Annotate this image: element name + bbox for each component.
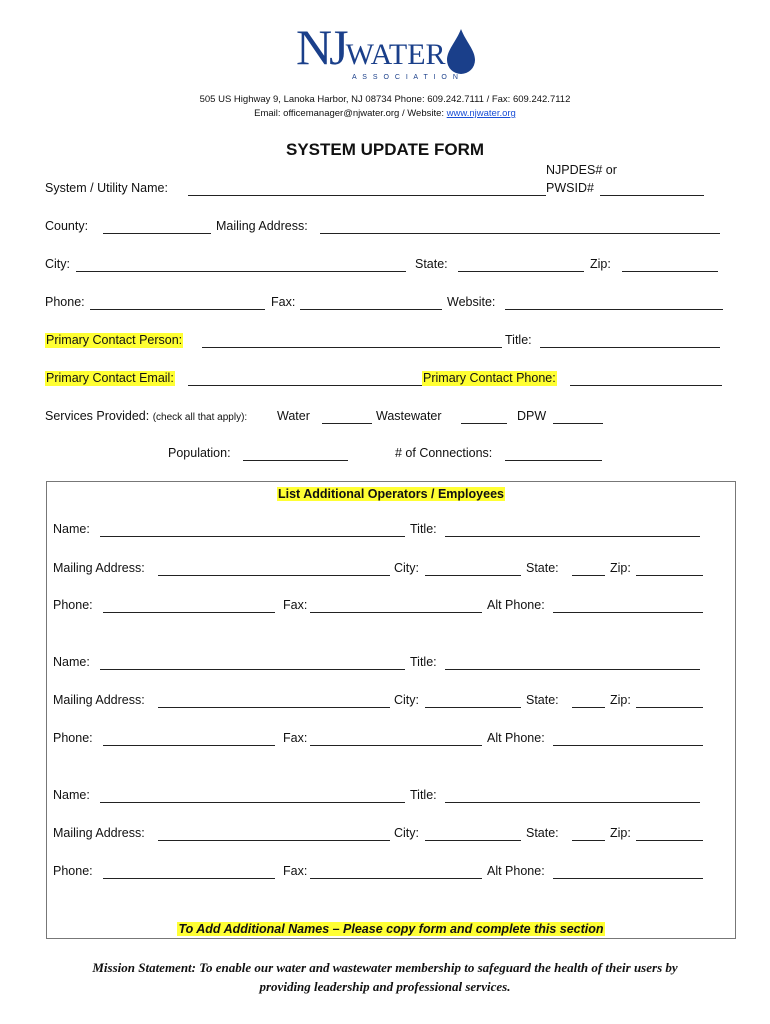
- op2-fax-label: Fax:: [283, 731, 308, 745]
- connections-label: # of Connections:: [395, 446, 493, 460]
- operators-heading: List Additional Operators / Employees: [278, 487, 504, 501]
- state-label: State:: [415, 257, 448, 271]
- system-name-label: System / Utility Name:: [45, 181, 168, 195]
- op2-name-label: Name:: [53, 655, 90, 669]
- op1-city-field[interactable]: [425, 575, 521, 576]
- state-field[interactable]: [458, 271, 584, 272]
- primary-email-field[interactable]: [188, 385, 422, 386]
- op1-title-field[interactable]: [445, 536, 700, 537]
- op3-city-label: City:: [394, 826, 419, 840]
- op2-zip-field[interactable]: [636, 707, 703, 708]
- op1-mailing-label: Mailing Address:: [53, 561, 145, 575]
- op2-city-field[interactable]: [425, 707, 521, 708]
- logo-nj: NJ: [296, 19, 346, 75]
- op3-state-label: State:: [526, 826, 559, 840]
- connections-field[interactable]: [505, 460, 602, 461]
- contact-title-label: Title:: [505, 333, 532, 347]
- op2-fax-field[interactable]: [310, 745, 482, 746]
- op2-zip-label: Zip:: [610, 693, 631, 707]
- op2-mailing-label: Mailing Address:: [53, 693, 145, 707]
- op3-name-field[interactable]: [100, 802, 405, 803]
- op2-phone-label: Phone:: [53, 731, 93, 745]
- op2-name-field[interactable]: [100, 669, 405, 670]
- op1-alt-phone-label: Alt Phone:: [487, 598, 545, 612]
- op2-mailing-field[interactable]: [158, 707, 390, 708]
- operators-footer-note: To Add Additional Names – Please copy form and complete this section: [178, 922, 604, 936]
- mailing-address-field[interactable]: [320, 233, 720, 234]
- zip-label: Zip:: [590, 257, 611, 271]
- op3-title-field[interactable]: [445, 802, 700, 803]
- op3-phone-field[interactable]: [103, 878, 275, 879]
- op3-fax-field[interactable]: [310, 878, 482, 879]
- mailing-address-label: Mailing Address:: [216, 219, 308, 233]
- op1-fax-field[interactable]: [310, 612, 482, 613]
- form-title: SYSTEM UPDATE FORM: [285, 140, 485, 159]
- op1-zip-field[interactable]: [636, 575, 703, 576]
- op3-mailing-field[interactable]: [158, 840, 390, 841]
- operators-section: [46, 481, 736, 939]
- op3-fax-label: Fax:: [283, 864, 308, 878]
- op3-name-label: Name:: [53, 788, 90, 802]
- header-contact: [0, 108, 770, 119]
- op3-state-field[interactable]: [572, 840, 605, 841]
- primary-contact-label: Primary Contact Person:: [46, 333, 183, 347]
- op1-alt-phone-field[interactable]: [553, 612, 703, 613]
- njpdes-label: NJPDES# or: [546, 163, 617, 177]
- logo-association: A S S O C I A T I O N: [352, 74, 460, 81]
- op1-name-field[interactable]: [100, 536, 405, 537]
- op2-alt-phone-field[interactable]: [553, 745, 703, 746]
- op3-zip-field[interactable]: [636, 840, 703, 841]
- operators-heading-wrap: [46, 485, 736, 503]
- water-drop-icon: [446, 28, 476, 74]
- op1-zip-label: Zip:: [610, 561, 631, 575]
- service-water-label: Water: [277, 409, 310, 423]
- op2-state-field[interactable]: [572, 707, 605, 708]
- op2-state-label: State:: [526, 693, 559, 707]
- op1-title-label: Title:: [410, 522, 437, 536]
- op3-alt-phone-field[interactable]: [553, 878, 703, 879]
- op1-fax-label: Fax:: [283, 598, 308, 612]
- population-field[interactable]: [243, 460, 348, 461]
- fax-label: Fax:: [271, 295, 296, 309]
- services-label-text: Services Provided:: [45, 409, 150, 423]
- op1-city-label: City:: [394, 561, 419, 575]
- op3-zip-label: Zip:: [610, 826, 631, 840]
- op2-alt-phone-label: Alt Phone:: [487, 731, 545, 745]
- service-wastewater-label: Wastewater: [376, 409, 442, 423]
- operators-footer-wrap: [46, 920, 736, 938]
- website-label: Website:: [447, 295, 496, 309]
- phone-label: Phone:: [45, 295, 85, 309]
- op3-phone-label: Phone:: [53, 864, 93, 878]
- primary-contact-field[interactable]: [202, 347, 502, 348]
- pwsid-label: PWSID#: [546, 181, 594, 195]
- fax-field[interactable]: [300, 309, 442, 310]
- op3-city-field[interactable]: [425, 840, 521, 841]
- website-link[interactable]: www.njwater.org: [446, 108, 516, 119]
- op3-mailing-label: Mailing Address:: [53, 826, 145, 840]
- pwsid-field[interactable]: [600, 195, 704, 196]
- county-label: County:: [45, 219, 89, 233]
- service-wastewater-check[interactable]: [461, 423, 507, 424]
- op2-phone-field[interactable]: [103, 745, 275, 746]
- op1-name-label: Name:: [53, 522, 90, 536]
- mission-line-2: providing leadership and professional services.: [259, 979, 511, 994]
- op2-city-label: City:: [394, 693, 419, 707]
- op1-state-field[interactable]: [572, 575, 605, 576]
- city-label: City:: [45, 257, 70, 271]
- population-label: Population:: [168, 446, 231, 460]
- op1-phone-field[interactable]: [103, 612, 275, 613]
- service-water-check[interactable]: [322, 423, 372, 424]
- op1-phone-label: Phone:: [53, 598, 93, 612]
- op2-title-field[interactable]: [445, 669, 700, 670]
- op1-mailing-field[interactable]: [158, 575, 390, 576]
- primary-email-label: Primary Contact Email:: [46, 371, 174, 385]
- primary-phone-field[interactable]: [570, 385, 722, 386]
- service-dpw-check[interactable]: [553, 423, 603, 424]
- county-field[interactable]: [103, 233, 211, 234]
- primary-phone-label: Primary Contact Phone:: [423, 371, 556, 385]
- phone-field[interactable]: [90, 309, 265, 310]
- system-name-field[interactable]: [188, 195, 546, 196]
- services-label: [45, 409, 247, 425]
- services-note: (check all that apply):: [152, 412, 248, 423]
- header-address: 505 US Highway 9, Lanoka Harbor, NJ 08734 Phone: 609.242.7111 / Fax: 609.242.7112: [199, 94, 571, 105]
- website-field[interactable]: [505, 309, 723, 310]
- service-dpw-label: DPW: [517, 409, 547, 423]
- zip-field[interactable]: [622, 271, 718, 272]
- op3-alt-phone-label: Alt Phone:: [487, 864, 545, 878]
- header-email: Email: officemanager@njwater.org / Website:: [254, 108, 447, 119]
- mission-line-1: Mission Statement: To enable our water and wastewater membership to safeguard the health of their users by: [92, 960, 678, 975]
- op1-state-label: State:: [526, 561, 559, 575]
- city-field[interactable]: [76, 271, 406, 272]
- op3-title-label: Title:: [410, 788, 437, 802]
- logo-water: WATER: [345, 38, 446, 71]
- contact-title-field[interactable]: [540, 347, 720, 348]
- op2-title-label: Title:: [410, 655, 437, 669]
